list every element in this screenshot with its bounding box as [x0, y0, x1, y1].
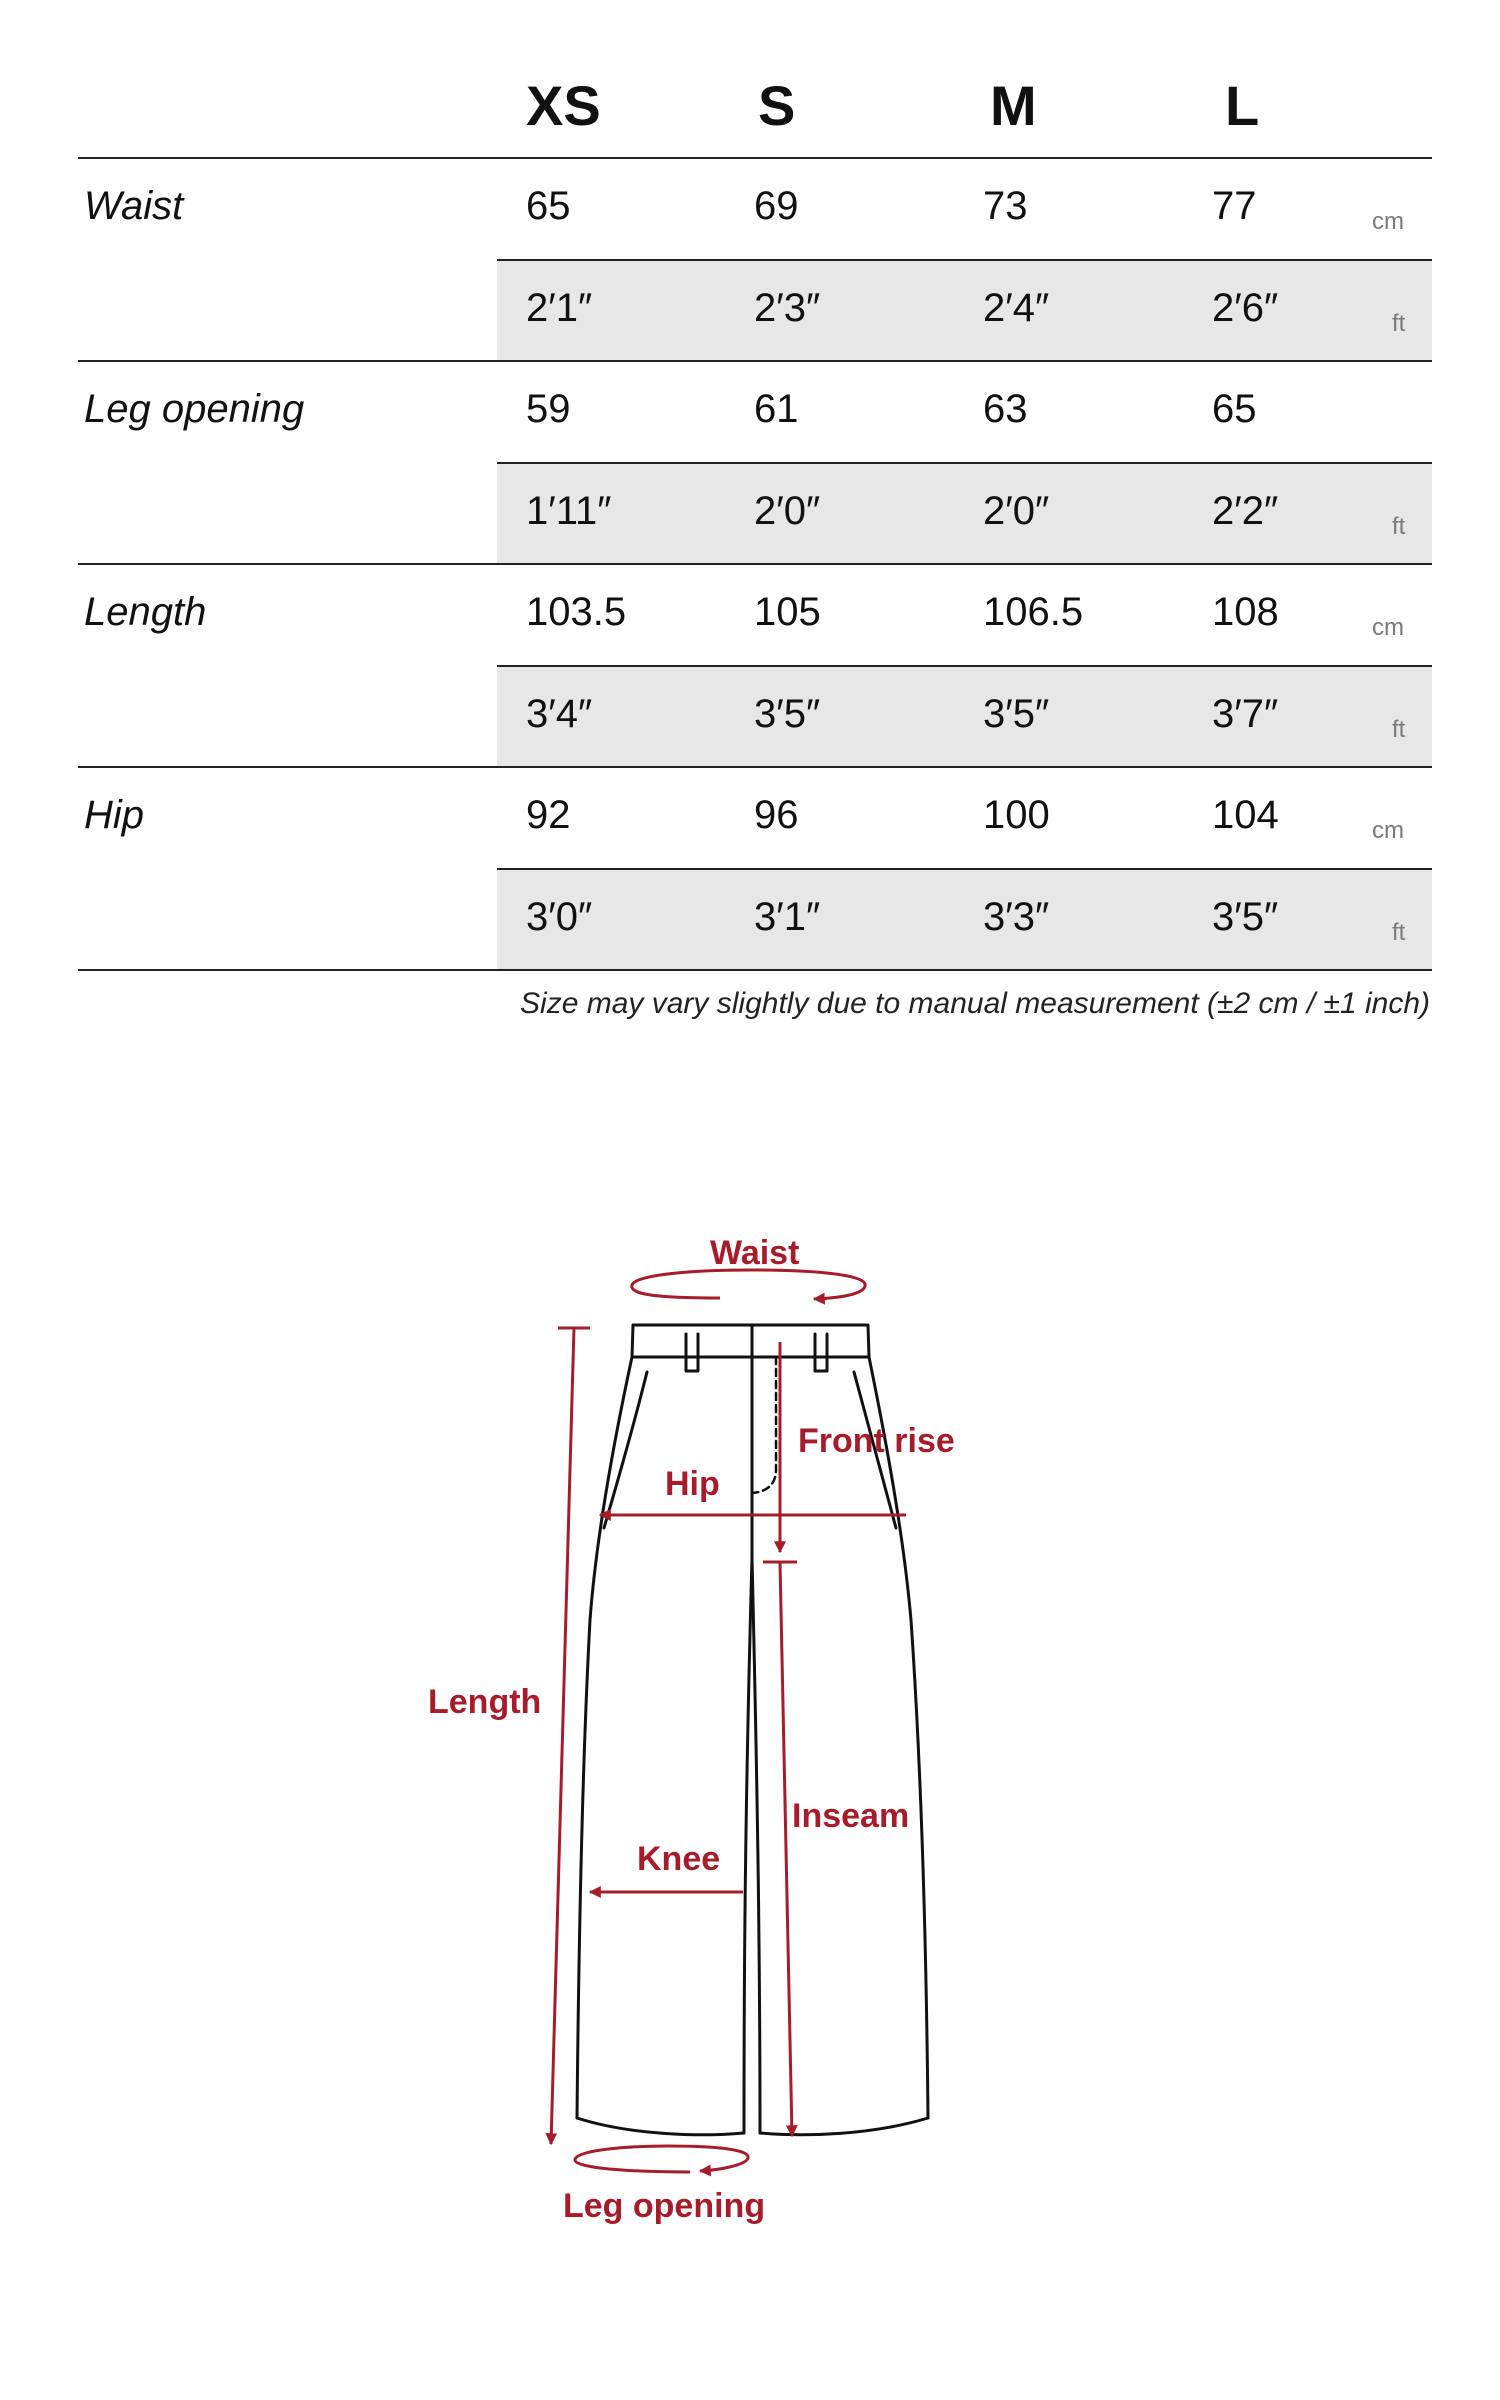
cm-value: 61 — [754, 387, 799, 431]
size-header-l: L — [1225, 74, 1260, 137]
cm-value: 69 — [754, 184, 799, 228]
knee-label: Knee — [637, 1840, 721, 1878]
cm-value: 105 — [754, 590, 821, 634]
inseam-label: Inseam — [792, 1797, 910, 1835]
ft-value: 3′1″ — [754, 895, 821, 939]
cm-value: 100 — [983, 793, 1050, 837]
cm-value: 108 — [1212, 590, 1279, 634]
size-header-m: M — [990, 74, 1037, 137]
measurement-note: Size may vary slightly due to manual measurement (±2 cm / ±1 inch) — [520, 987, 1430, 1020]
ft-unit: ft — [1392, 513, 1406, 540]
cm-value: 96 — [754, 793, 799, 837]
cm-value: 59 — [526, 387, 571, 431]
front-rise-label: Front rise — [798, 1422, 955, 1460]
cm-value: 77 — [1212, 184, 1257, 228]
cm-value: 73 — [983, 184, 1028, 228]
row-label: Leg opening — [84, 387, 305, 431]
ft-unit: ft — [1392, 310, 1406, 337]
ft-value: 2′2″ — [1212, 489, 1279, 533]
cm-value: 65 — [526, 184, 571, 228]
size-header-xs: XS — [526, 74, 601, 137]
waist-label: Waist — [710, 1234, 800, 1272]
row-divider — [497, 462, 1432, 464]
cm-value: 103.5 — [526, 590, 627, 634]
ft-row-background — [497, 870, 1432, 970]
row-divider — [497, 868, 1432, 870]
ft-value: 2′3″ — [754, 286, 821, 330]
ft-unit: ft — [1392, 716, 1406, 743]
cm-unit: cm — [1372, 614, 1404, 641]
cm-value: 106.5 — [983, 590, 1084, 634]
ft-value: 3′5″ — [983, 692, 1050, 736]
row-group-rule — [78, 360, 1432, 362]
cm-value: 104 — [1212, 793, 1279, 837]
measurement-lines — [551, 1270, 906, 2172]
ft-value: 3′0″ — [526, 895, 593, 939]
cm-unit: cm — [1372, 817, 1404, 844]
ft-value: 2′0″ — [754, 489, 821, 533]
length-label: Length — [428, 1683, 542, 1721]
cm-value: 92 — [526, 793, 571, 837]
pants-measurement-diagram — [0, 1150, 1500, 2250]
ft-value: 3′5″ — [754, 692, 821, 736]
ft-value: 3′5″ — [1212, 895, 1279, 939]
ft-row-background — [497, 261, 1432, 361]
right-inseam — [752, 1558, 760, 2133]
row-label: Length — [84, 590, 207, 634]
row-group-rule — [78, 766, 1432, 768]
table-bottom-rule — [78, 969, 1432, 971]
ft-value: 3′4″ — [526, 692, 593, 736]
table-top-rule — [78, 157, 1432, 159]
ft-value: 2′6″ — [1212, 286, 1279, 330]
fly-stitch — [752, 1357, 776, 1493]
inseam-arrow — [780, 1562, 792, 2136]
cm-unit: cm — [1372, 208, 1404, 235]
waist-arrow — [632, 1270, 865, 1299]
ft-row-background — [497, 464, 1432, 564]
cm-value: 65 — [1212, 387, 1257, 431]
ft-value: 3′7″ — [1212, 692, 1279, 736]
ft-unit: ft — [1392, 919, 1406, 946]
ft-value: 3′3″ — [983, 895, 1050, 939]
hip-label: Hip — [665, 1465, 720, 1503]
cm-value: 63 — [983, 387, 1028, 431]
size-header-s: S — [758, 74, 796, 137]
ft-value: 2′1″ — [526, 286, 593, 330]
row-group-rule — [78, 563, 1432, 565]
ft-value: 2′4″ — [983, 286, 1050, 330]
left-inseam — [744, 1558, 752, 2133]
ft-row-background — [497, 667, 1432, 767]
pocket-left — [604, 1372, 647, 1528]
right-hem — [760, 2118, 928, 2135]
ft-value: 2′0″ — [983, 489, 1050, 533]
leg-opening-label: Leg opening — [563, 2187, 766, 2225]
left-outer-seam — [577, 1357, 632, 2118]
length-arrow — [551, 1328, 574, 2144]
ft-value: 1′11″ — [526, 489, 612, 533]
left-hem — [577, 2118, 744, 2135]
row-divider — [497, 665, 1432, 667]
row-label: Waist — [84, 184, 184, 228]
row-divider — [497, 259, 1432, 261]
leg-opening-arrow — [575, 2146, 748, 2172]
right-outer-seam — [869, 1357, 928, 2118]
row-label: Hip — [84, 793, 145, 837]
